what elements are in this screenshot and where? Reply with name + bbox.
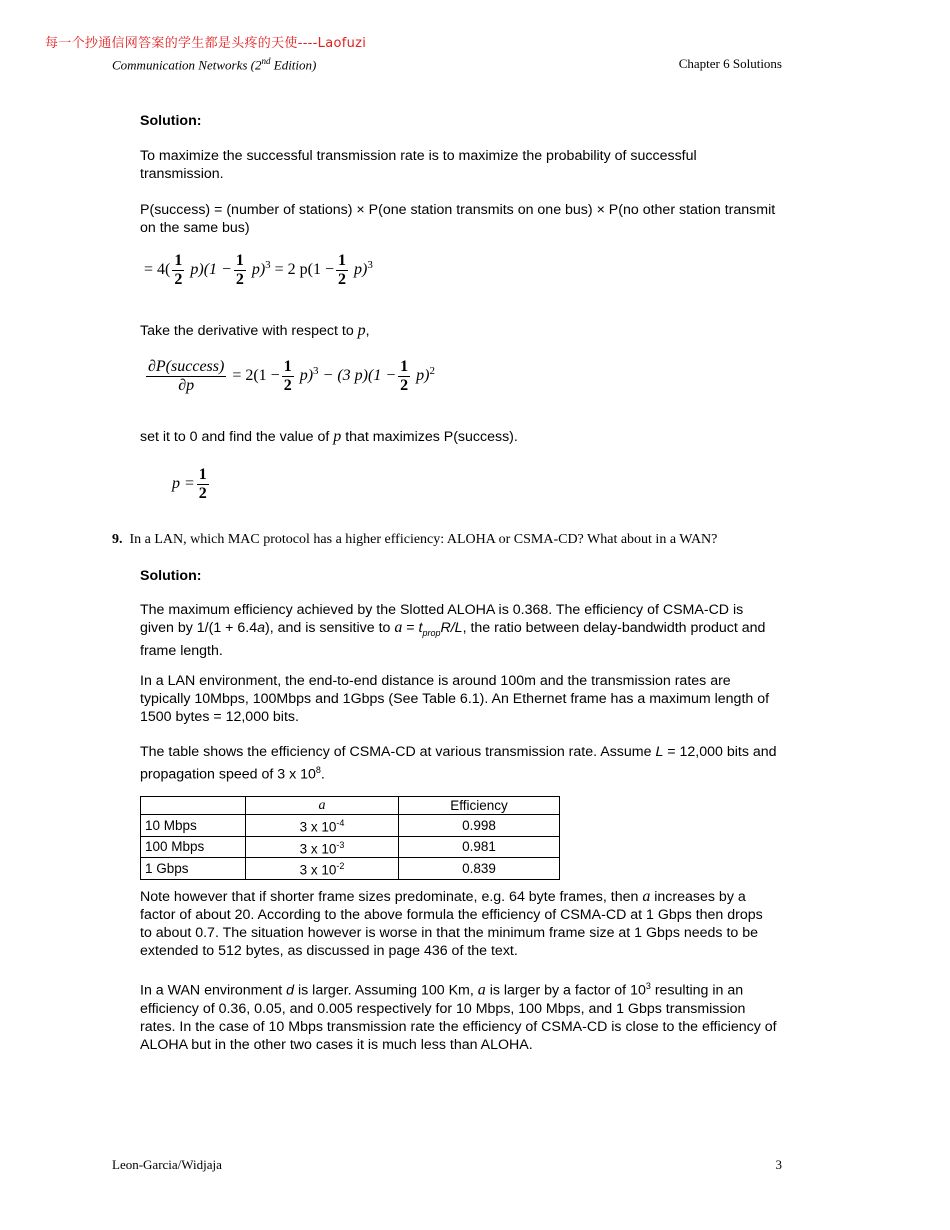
paragraph: In a LAN environment, the end-to-end distance is around 100m and the transmission rates are typically 10Mbps, 100Mbps and 1Gbps (See Table 6.1). An Ethernet frame has a maximum length of 1500 bytes = 12,000 bits. — [140, 673, 770, 725]
paragraph: set it to 0 and find the value of p that maximizes P(success). — [140, 428, 518, 445]
paragraph: Note however that if shorter frame sizes predominate, e.g. 64 byte frames, then a increases by a factor of about 20. According to the above formula the efficiency of CSMA-CD at 1 Gbps then drops to about 0.7. The situation however is worse in that the minimum frame size at 1 Gbps needs to be extended to 512 bytes, as discussed in page 436 of the text. — [140, 888, 763, 959]
equation-success-probability: = 4( $\frac{1}{2}$ p)(1 − $\frac{1}{2}$ p)$^3$ = 2 p(1 − $\frac{1}{2}$ p)$^3$ — [144, 252, 373, 288]
table-cell: 0.981 — [399, 836, 560, 858]
header-chapter: Chapter 6 Solutions — [678, 56, 782, 71]
equation-result: p = $\frac{1}{2}$ — [172, 466, 207, 502]
header-book-title: Communication Networks (2nd Edition) — [112, 56, 317, 73]
watermark: 每一个抄通信网答案的学生都是头疼的天使----Laofuzi — [45, 36, 367, 51]
solution-heading: Solution: — [140, 568, 202, 584]
paragraph: The table shows the efficiency of CSMA-CD at various transmission rate. Assume L = 12,000 bits and propagation speed of 3 x $10^8$. — [140, 744, 777, 783]
table-header-cell — [141, 797, 246, 815]
paragraph: The maximum efficiency achieved by the Slotted ALOHA is 0.368. The efficiency of CSMA-CD is given by 1/(1 + 6.4a), and is sensitive to $a = t_{prop}R/L$, the ratio between delay-bandwidth product and frame length. — [140, 602, 766, 659]
solution-heading: Solution: — [140, 113, 202, 129]
page-number: 3 — [775, 1157, 782, 1172]
table-row — [141, 836, 560, 858]
efficiency-table — [140, 796, 560, 880]
question-9: 9. In a LAN, which MAC protocol has a higher efficiency: ALOHA or CSMA-CD? What about in a WAN? — [112, 532, 718, 547]
table-cell: 10 Mbps — [141, 815, 246, 837]
table-header-cell: a — [246, 797, 399, 815]
paragraph: P(success) = (number of stations) × P(one station transmits on one bus) × P(no other station transmit on the same bus) — [140, 202, 776, 236]
table-cell: 3 x $10^{-3}$ — [246, 836, 399, 858]
paragraph: In a WAN environment d is larger. Assuming 100 Km, a is larger by a factor of $10^3$ resulting in an efficiency of 0.36, 0.05, and 0.005 respectively for 10 Mbps, 100 Mbps, and 1 Gbps transmission rates. In the case of 10 Mbps transmission rate the efficiency of CSMA-CD is close to the efficiency of ALOHA but in the other two cases it is much less than ALOHA. — [140, 981, 777, 1053]
footer-authors: Leon-Garcia/Widjaja — [112, 1157, 222, 1172]
table-row — [141, 815, 560, 837]
table-cell: 0.998 — [399, 815, 560, 837]
table-cell: 1 Gbps — [141, 858, 246, 880]
paragraph: Take the derivative with respect to p, — [140, 322, 370, 339]
table-cell: 0.839 — [399, 858, 560, 880]
table-header-cell: Efficiency — [399, 797, 560, 815]
table-cell: 3 x $10^{-2}$ — [246, 858, 399, 880]
table-header-row — [141, 797, 560, 815]
table-cell: 100 Mbps — [141, 836, 246, 858]
table-cell: 3 x $10^{-4}$ — [246, 815, 399, 837]
equation-derivative: $\frac{\text{∂P(success)}}{\partial p}$ = 2(1 − $\frac{1}{2}$ p)$^3$ − (3 p)(1 − $\frac{1}{2}$ p)$^2$ — [148, 358, 435, 394]
paragraph: To maximize the successful transmission rate is to maximize the probability of successful transmission. — [140, 148, 697, 182]
table-row — [141, 858, 560, 880]
